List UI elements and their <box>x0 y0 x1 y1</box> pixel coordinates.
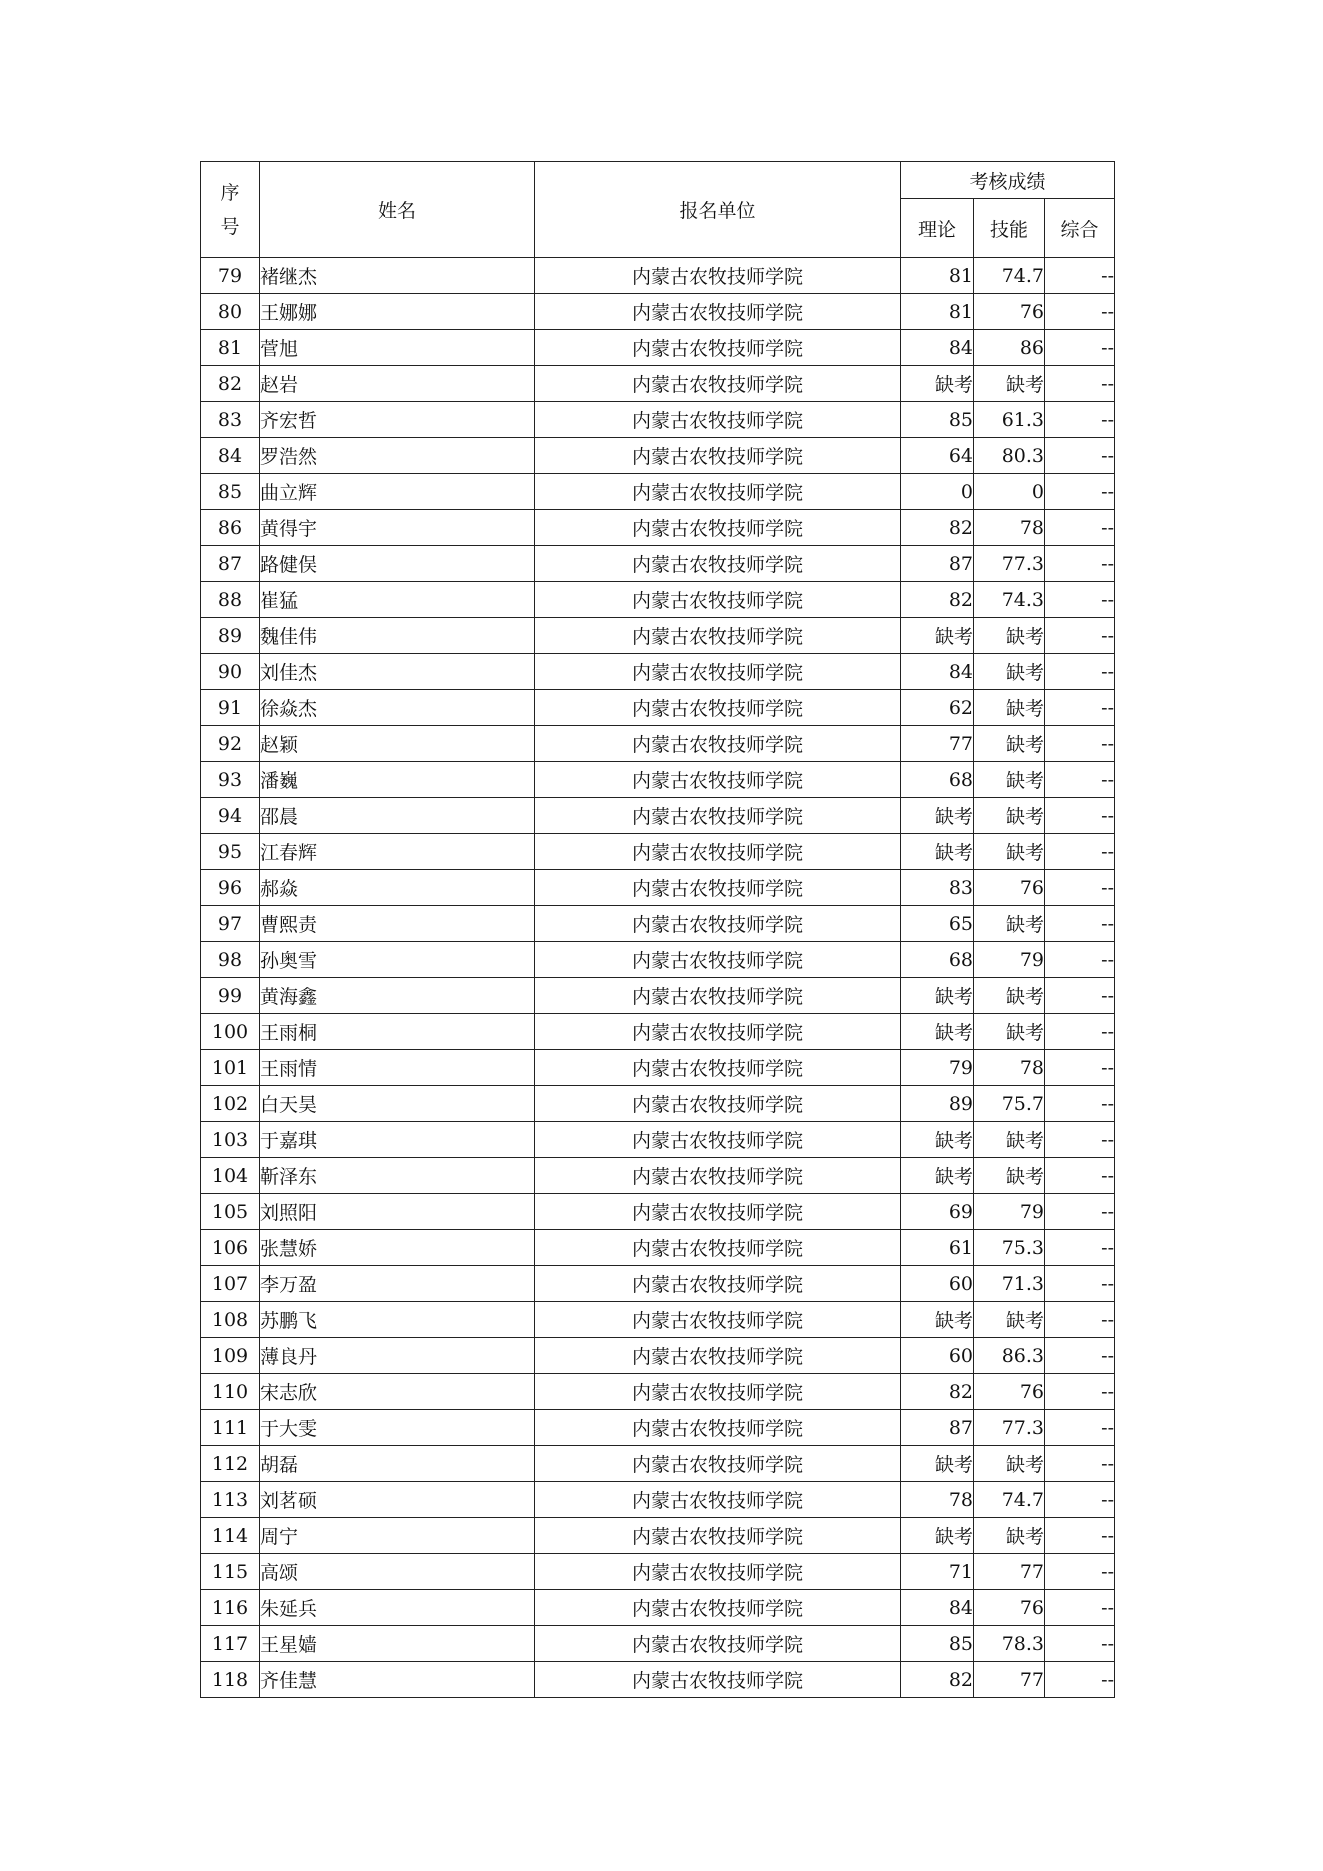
cell-skill: 缺考 <box>974 1014 1045 1050</box>
cell-seq: 82 <box>201 366 260 402</box>
cell-name: 曹熙责 <box>260 906 535 942</box>
cell-unit: 内蒙古农牧技师学院 <box>535 438 901 474</box>
table-row <box>201 906 1115 942</box>
cell-unit: 内蒙古农牧技师学院 <box>535 690 901 726</box>
table-row <box>201 438 1115 474</box>
cell-theory: 71 <box>901 1554 974 1590</box>
cell-theory: 0 <box>901 474 974 510</box>
cell-theory: 82 <box>901 510 974 546</box>
cell-seq: 80 <box>201 294 260 330</box>
cell-seq: 96 <box>201 870 260 906</box>
table-row <box>201 1266 1115 1302</box>
cell-seq: 113 <box>201 1482 260 1518</box>
cell-unit: 内蒙古农牧技师学院 <box>535 1626 901 1662</box>
cell-unit: 内蒙古农牧技师学院 <box>535 294 901 330</box>
header-seq-line1: 序 <box>220 181 240 204</box>
table-row <box>201 762 1115 798</box>
cell-total: -- <box>1045 1122 1115 1158</box>
cell-total: -- <box>1045 474 1115 510</box>
cell-skill: 缺考 <box>974 366 1045 402</box>
cell-skill: 78.3 <box>974 1626 1045 1662</box>
cell-theory: 82 <box>901 1662 974 1698</box>
table-row <box>201 1122 1115 1158</box>
cell-name: 崔猛 <box>260 582 535 618</box>
cell-seq: 105 <box>201 1194 260 1230</box>
header-total: 综合 <box>1045 199 1115 258</box>
cell-skill: 74.3 <box>974 582 1045 618</box>
cell-unit: 内蒙古农牧技师学院 <box>535 1518 901 1554</box>
cell-name: 徐焱杰 <box>260 690 535 726</box>
cell-theory: 87 <box>901 546 974 582</box>
table-row <box>201 366 1115 402</box>
cell-name: 靳泽东 <box>260 1158 535 1194</box>
cell-unit: 内蒙古农牧技师学院 <box>535 1410 901 1446</box>
cell-skill: 78 <box>974 1050 1045 1086</box>
cell-total: -- <box>1045 762 1115 798</box>
cell-unit: 内蒙古农牧技师学院 <box>535 1050 901 1086</box>
cell-skill: 86 <box>974 330 1045 366</box>
table-row <box>201 690 1115 726</box>
cell-total: -- <box>1045 1158 1115 1194</box>
cell-theory: 79 <box>901 1050 974 1086</box>
cell-skill: 缺考 <box>974 978 1045 1014</box>
cell-theory: 83 <box>901 870 974 906</box>
cell-unit: 内蒙古农牧技师学院 <box>535 546 901 582</box>
cell-skill: 76 <box>974 1590 1045 1626</box>
cell-seq: 102 <box>201 1086 260 1122</box>
cell-unit: 内蒙古农牧技师学院 <box>535 1338 901 1374</box>
cell-name: 朱延兵 <box>260 1590 535 1626</box>
cell-theory: 82 <box>901 1374 974 1410</box>
cell-total: -- <box>1045 1194 1115 1230</box>
cell-theory: 缺考 <box>901 1014 974 1050</box>
cell-unit: 内蒙古农牧技师学院 <box>535 1266 901 1302</box>
cell-name: 赵岩 <box>260 366 535 402</box>
cell-unit: 内蒙古农牧技师学院 <box>535 1122 901 1158</box>
cell-total: -- <box>1045 654 1115 690</box>
cell-theory: 60 <box>901 1266 974 1302</box>
cell-skill: 缺考 <box>974 654 1045 690</box>
cell-skill: 78 <box>974 510 1045 546</box>
cell-theory: 87 <box>901 1410 974 1446</box>
cell-skill: 61.3 <box>974 402 1045 438</box>
table-row <box>201 1302 1115 1338</box>
cell-theory: 81 <box>901 294 974 330</box>
cell-unit: 内蒙古农牧技师学院 <box>535 330 901 366</box>
table-row <box>201 1374 1115 1410</box>
cell-skill: 76 <box>974 870 1045 906</box>
cell-unit: 内蒙古农牧技师学院 <box>535 1374 901 1410</box>
cell-theory: 85 <box>901 1626 974 1662</box>
table-row <box>201 1230 1115 1266</box>
cell-name: 王雨桐 <box>260 1014 535 1050</box>
cell-theory: 68 <box>901 942 974 978</box>
cell-seq: 93 <box>201 762 260 798</box>
cell-seq: 83 <box>201 402 260 438</box>
cell-seq: 84 <box>201 438 260 474</box>
cell-theory: 81 <box>901 258 974 294</box>
cell-seq: 111 <box>201 1410 260 1446</box>
cell-skill: 79 <box>974 1194 1045 1230</box>
cell-name: 王雨情 <box>260 1050 535 1086</box>
cell-total: -- <box>1045 870 1115 906</box>
cell-total: -- <box>1045 1410 1115 1446</box>
cell-name: 路健俣 <box>260 546 535 582</box>
cell-skill: 86.3 <box>974 1338 1045 1374</box>
table-row <box>201 1014 1115 1050</box>
header-row-1 <box>201 162 1115 199</box>
cell-skill: 76 <box>974 1374 1045 1410</box>
header-seq-line2: 号 <box>220 215 240 238</box>
cell-name: 刘照阳 <box>260 1194 535 1230</box>
cell-total: -- <box>1045 1590 1115 1626</box>
cell-name: 郝焱 <box>260 870 535 906</box>
table-row <box>201 1662 1115 1698</box>
cell-total: -- <box>1045 1230 1115 1266</box>
table-row <box>201 870 1115 906</box>
cell-name: 魏佳伟 <box>260 618 535 654</box>
cell-unit: 内蒙古农牧技师学院 <box>535 582 901 618</box>
header-scores-group: 考核成绩 <box>901 162 1115 199</box>
table-row <box>201 1338 1115 1374</box>
cell-total: -- <box>1045 1662 1115 1698</box>
cell-name: 菅旭 <box>260 330 535 366</box>
cell-skill: 缺考 <box>974 762 1045 798</box>
table-row <box>201 1554 1115 1590</box>
cell-theory: 缺考 <box>901 618 974 654</box>
cell-seq: 110 <box>201 1374 260 1410</box>
cell-unit: 内蒙古农牧技师学院 <box>535 402 901 438</box>
cell-unit: 内蒙古农牧技师学院 <box>535 1158 901 1194</box>
cell-total: -- <box>1045 1050 1115 1086</box>
cell-theory: 77 <box>901 726 974 762</box>
cell-seq: 101 <box>201 1050 260 1086</box>
cell-unit: 内蒙古农牧技师学院 <box>535 978 901 1014</box>
cell-seq: 116 <box>201 1590 260 1626</box>
cell-name: 周宁 <box>260 1518 535 1554</box>
cell-skill: 71.3 <box>974 1266 1045 1302</box>
cell-unit: 内蒙古农牧技师学院 <box>535 618 901 654</box>
cell-skill: 75.3 <box>974 1230 1045 1266</box>
cell-skill: 缺考 <box>974 834 1045 870</box>
cell-seq: 114 <box>201 1518 260 1554</box>
cell-seq: 79 <box>201 258 260 294</box>
cell-seq: 112 <box>201 1446 260 1482</box>
cell-skill: 74.7 <box>974 1482 1045 1518</box>
cell-total: -- <box>1045 582 1115 618</box>
cell-name: 赵颖 <box>260 726 535 762</box>
cell-name: 李万盈 <box>260 1266 535 1302</box>
cell-unit: 内蒙古农牧技师学院 <box>535 1230 901 1266</box>
cell-skill: 缺考 <box>974 618 1045 654</box>
cell-name: 张慧娇 <box>260 1230 535 1266</box>
cell-skill: 77 <box>974 1662 1045 1698</box>
cell-unit: 内蒙古农牧技师学院 <box>535 870 901 906</box>
cell-theory: 84 <box>901 654 974 690</box>
cell-skill: 0 <box>974 474 1045 510</box>
cell-skill: 80.3 <box>974 438 1045 474</box>
cell-seq: 118 <box>201 1662 260 1698</box>
table-row <box>201 726 1115 762</box>
cell-theory: 缺考 <box>901 1518 974 1554</box>
score-table <box>200 161 1115 1698</box>
cell-skill: 76 <box>974 294 1045 330</box>
table-row <box>201 1482 1115 1518</box>
cell-name: 高颂 <box>260 1554 535 1590</box>
cell-total: -- <box>1045 726 1115 762</box>
table-row <box>201 474 1115 510</box>
cell-name: 黄海鑫 <box>260 978 535 1014</box>
table-row <box>201 1410 1115 1446</box>
cell-total: -- <box>1045 1302 1115 1338</box>
cell-unit: 内蒙古农牧技师学院 <box>535 258 901 294</box>
cell-total: -- <box>1045 834 1115 870</box>
cell-unit: 内蒙古农牧技师学院 <box>535 942 901 978</box>
table-row <box>201 294 1115 330</box>
cell-seq: 92 <box>201 726 260 762</box>
table-row <box>201 1050 1115 1086</box>
cell-total: -- <box>1045 402 1115 438</box>
header-unit: 报名单位 <box>535 162 901 258</box>
cell-seq: 85 <box>201 474 260 510</box>
cell-theory: 缺考 <box>901 1446 974 1482</box>
cell-theory: 缺考 <box>901 978 974 1014</box>
cell-unit: 内蒙古农牧技师学院 <box>535 1662 901 1698</box>
table-body <box>201 258 1115 1698</box>
cell-unit: 内蒙古农牧技师学院 <box>535 1302 901 1338</box>
table-row <box>201 402 1115 438</box>
cell-skill: 缺考 <box>974 1518 1045 1554</box>
cell-unit: 内蒙古农牧技师学院 <box>535 1554 901 1590</box>
cell-total: -- <box>1045 546 1115 582</box>
cell-skill: 缺考 <box>974 1302 1045 1338</box>
cell-theory: 69 <box>901 1194 974 1230</box>
cell-name: 刘茗硕 <box>260 1482 535 1518</box>
cell-seq: 90 <box>201 654 260 690</box>
cell-theory: 61 <box>901 1230 974 1266</box>
cell-unit: 内蒙古农牧技师学院 <box>535 1482 901 1518</box>
table-row <box>201 978 1115 1014</box>
cell-skill: 79 <box>974 942 1045 978</box>
cell-name: 孙奥雪 <box>260 942 535 978</box>
cell-name: 黄得宇 <box>260 510 535 546</box>
cell-seq: 108 <box>201 1302 260 1338</box>
table-row <box>201 1590 1115 1626</box>
cell-seq: 99 <box>201 978 260 1014</box>
cell-unit: 内蒙古农牧技师学院 <box>535 654 901 690</box>
cell-total: -- <box>1045 906 1115 942</box>
table-row <box>201 582 1115 618</box>
cell-total: -- <box>1045 294 1115 330</box>
cell-seq: 94 <box>201 798 260 834</box>
cell-skill: 缺考 <box>974 690 1045 726</box>
cell-seq: 104 <box>201 1158 260 1194</box>
cell-skill: 缺考 <box>974 906 1045 942</box>
cell-total: -- <box>1045 1086 1115 1122</box>
cell-skill: 缺考 <box>974 1446 1045 1482</box>
cell-total: -- <box>1045 978 1115 1014</box>
cell-total: -- <box>1045 1014 1115 1050</box>
cell-total: -- <box>1045 1518 1115 1554</box>
cell-theory: 84 <box>901 330 974 366</box>
cell-skill: 77.3 <box>974 1410 1045 1446</box>
cell-name: 潘巍 <box>260 762 535 798</box>
cell-total: -- <box>1045 618 1115 654</box>
cell-seq: 107 <box>201 1266 260 1302</box>
cell-total: -- <box>1045 942 1115 978</box>
cell-name: 胡磊 <box>260 1446 535 1482</box>
cell-unit: 内蒙古农牧技师学院 <box>535 798 901 834</box>
cell-skill: 缺考 <box>974 798 1045 834</box>
table-row <box>201 1158 1115 1194</box>
cell-unit: 内蒙古农牧技师学院 <box>535 762 901 798</box>
table-row <box>201 1518 1115 1554</box>
cell-total: -- <box>1045 690 1115 726</box>
cell-theory: 82 <box>901 582 974 618</box>
header-seq <box>201 162 260 258</box>
cell-name: 江春辉 <box>260 834 535 870</box>
cell-name: 王星嫱 <box>260 1626 535 1662</box>
table-row <box>201 330 1115 366</box>
cell-seq: 115 <box>201 1554 260 1590</box>
cell-name: 于大雯 <box>260 1410 535 1446</box>
table-row <box>201 618 1115 654</box>
table-row <box>201 1194 1115 1230</box>
cell-theory: 78 <box>901 1482 974 1518</box>
cell-total: -- <box>1045 510 1115 546</box>
cell-theory: 60 <box>901 1338 974 1374</box>
cell-unit: 内蒙古农牧技师学院 <box>535 1194 901 1230</box>
cell-skill: 缺考 <box>974 1158 1045 1194</box>
cell-skill: 75.7 <box>974 1086 1045 1122</box>
cell-skill: 缺考 <box>974 726 1045 762</box>
cell-total: -- <box>1045 366 1115 402</box>
cell-theory: 缺考 <box>901 1158 974 1194</box>
cell-seq: 106 <box>201 1230 260 1266</box>
cell-seq: 103 <box>201 1122 260 1158</box>
cell-unit: 内蒙古农牧技师学院 <box>535 1446 901 1482</box>
cell-name: 刘佳杰 <box>260 654 535 690</box>
header-theory: 理论 <box>901 199 974 258</box>
cell-total: -- <box>1045 798 1115 834</box>
cell-name: 薄良丹 <box>260 1338 535 1374</box>
cell-seq: 89 <box>201 618 260 654</box>
cell-total: -- <box>1045 1266 1115 1302</box>
cell-name: 白天昊 <box>260 1086 535 1122</box>
cell-total: -- <box>1045 1338 1115 1374</box>
cell-unit: 内蒙古农牧技师学院 <box>535 726 901 762</box>
cell-unit: 内蒙古农牧技师学院 <box>535 366 901 402</box>
cell-unit: 内蒙古农牧技师学院 <box>535 1086 901 1122</box>
cell-theory: 84 <box>901 1590 974 1626</box>
table-row <box>201 546 1115 582</box>
cell-theory: 缺考 <box>901 1302 974 1338</box>
cell-unit: 内蒙古农牧技师学院 <box>535 510 901 546</box>
header-name: 姓名 <box>260 162 535 258</box>
cell-theory: 85 <box>901 402 974 438</box>
cell-theory: 缺考 <box>901 798 974 834</box>
cell-unit: 内蒙古农牧技师学院 <box>535 906 901 942</box>
cell-name: 齐宏哲 <box>260 402 535 438</box>
cell-skill: 74.7 <box>974 258 1045 294</box>
cell-seq: 98 <box>201 942 260 978</box>
cell-unit: 内蒙古农牧技师学院 <box>535 474 901 510</box>
cell-theory: 89 <box>901 1086 974 1122</box>
cell-name: 于嘉琪 <box>260 1122 535 1158</box>
table-row <box>201 834 1115 870</box>
table-row <box>201 798 1115 834</box>
cell-seq: 87 <box>201 546 260 582</box>
cell-theory: 64 <box>901 438 974 474</box>
cell-unit: 内蒙古农牧技师学院 <box>535 834 901 870</box>
cell-theory: 65 <box>901 906 974 942</box>
table-row <box>201 510 1115 546</box>
cell-name: 王娜娜 <box>260 294 535 330</box>
cell-total: -- <box>1045 438 1115 474</box>
cell-seq: 86 <box>201 510 260 546</box>
table-row <box>201 1626 1115 1662</box>
cell-total: -- <box>1045 1482 1115 1518</box>
cell-name: 宋志欣 <box>260 1374 535 1410</box>
table-row <box>201 942 1115 978</box>
table-row <box>201 258 1115 294</box>
cell-total: -- <box>1045 1554 1115 1590</box>
cell-seq: 88 <box>201 582 260 618</box>
table-row <box>201 654 1115 690</box>
header-skill: 技能 <box>974 199 1045 258</box>
cell-theory: 68 <box>901 762 974 798</box>
cell-name: 邵晨 <box>260 798 535 834</box>
cell-unit: 内蒙古农牧技师学院 <box>535 1014 901 1050</box>
table-header <box>201 162 1115 258</box>
cell-name: 苏鹏飞 <box>260 1302 535 1338</box>
cell-name: 齐佳慧 <box>260 1662 535 1698</box>
cell-seq: 109 <box>201 1338 260 1374</box>
cell-total: -- <box>1045 1374 1115 1410</box>
cell-name: 罗浩然 <box>260 438 535 474</box>
cell-seq: 100 <box>201 1014 260 1050</box>
cell-unit: 内蒙古农牧技师学院 <box>535 1590 901 1626</box>
cell-skill: 缺考 <box>974 1122 1045 1158</box>
cell-name: 曲立辉 <box>260 474 535 510</box>
cell-seq: 81 <box>201 330 260 366</box>
cell-total: -- <box>1045 258 1115 294</box>
cell-theory: 缺考 <box>901 834 974 870</box>
cell-total: -- <box>1045 1446 1115 1482</box>
table-row <box>201 1086 1115 1122</box>
cell-theory: 62 <box>901 690 974 726</box>
cell-name: 褚继杰 <box>260 258 535 294</box>
cell-theory: 缺考 <box>901 366 974 402</box>
cell-seq: 95 <box>201 834 260 870</box>
table-row <box>201 1446 1115 1482</box>
cell-theory: 缺考 <box>901 1122 974 1158</box>
cell-seq: 97 <box>201 906 260 942</box>
cell-seq: 91 <box>201 690 260 726</box>
cell-skill: 77.3 <box>974 546 1045 582</box>
cell-skill: 77 <box>974 1554 1045 1590</box>
cell-total: -- <box>1045 330 1115 366</box>
cell-seq: 117 <box>201 1626 260 1662</box>
cell-total: -- <box>1045 1626 1115 1662</box>
